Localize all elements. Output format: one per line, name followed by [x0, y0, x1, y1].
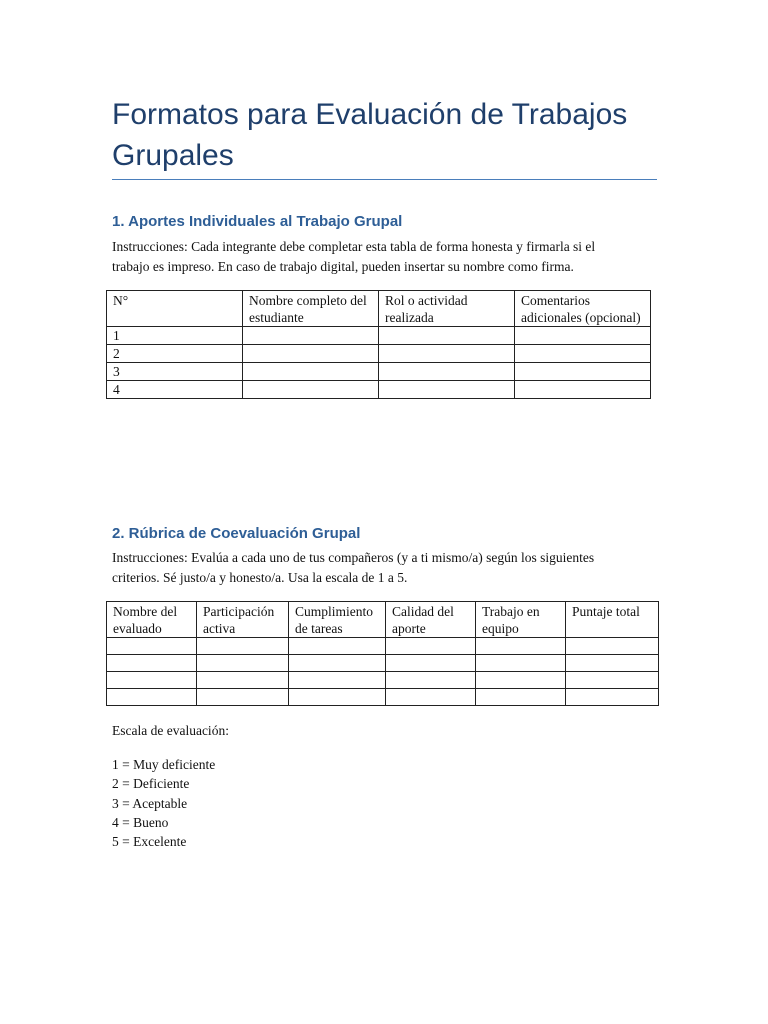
column-header: N° [107, 291, 243, 327]
comments-cell[interactable] [515, 327, 651, 345]
section2-instructions-line1: Instrucciones: Evalúa a cada uno de tus compañeros (y a ti mismo/a) según los siguientes [112, 550, 595, 565]
title-underline [112, 179, 657, 180]
scale-item: 3 = Aceptable [112, 795, 188, 811]
role-cell[interactable] [379, 327, 515, 345]
student-name-cell[interactable] [243, 363, 379, 381]
scale-item: 5 = Excelente [112, 834, 187, 850]
column-header: Comentarios adicionales (opcional) [515, 291, 651, 327]
row-number-cell: 3 [107, 363, 243, 381]
contribution-quality-cell[interactable] [386, 672, 476, 689]
contribution-quality-cell[interactable] [386, 655, 476, 672]
evaluee-name-cell[interactable] [107, 638, 197, 655]
column-header: Calidad del aporte [386, 602, 476, 638]
participation-cell[interactable] [197, 655, 289, 672]
participation-cell[interactable] [197, 672, 289, 689]
student-name-cell[interactable] [243, 345, 379, 363]
section2-instructions [112, 548, 662, 588]
task-completion-cell[interactable] [289, 655, 386, 672]
section2-heading: 2. Rúbrica de Coevaluación Grupal [112, 525, 361, 542]
teamwork-cell[interactable] [476, 638, 566, 655]
contribution-quality-cell[interactable] [386, 638, 476, 655]
section1-heading: 1. Aportes Individuales al Trabajo Grupal [112, 213, 403, 230]
column-header: Cumplimiento de tareas [289, 602, 386, 638]
comments-cell[interactable] [515, 381, 651, 399]
student-name-cell[interactable] [243, 327, 379, 345]
participation-cell[interactable] [197, 689, 289, 706]
row-number-cell: 2 [107, 345, 243, 363]
table-row [107, 672, 659, 689]
table-row [107, 655, 659, 672]
evaluation-scale-list [112, 755, 215, 851]
column-header: Rol o actividad realizada [379, 291, 515, 327]
task-completion-cell[interactable] [289, 689, 386, 706]
contributions-table [106, 290, 651, 399]
section2-instructions-line2: criterios. Sé justo/a y honesto/a. Usa la escala de 1 a 5. [112, 570, 408, 585]
comments-cell[interactable] [515, 345, 651, 363]
role-cell[interactable] [379, 363, 515, 381]
role-cell[interactable] [379, 345, 515, 363]
table-row [107, 381, 651, 399]
evaluee-name-cell[interactable] [107, 689, 197, 706]
column-header: Nombre del evaluado [107, 602, 197, 638]
task-completion-cell[interactable] [289, 672, 386, 689]
table-row [107, 327, 651, 345]
evaluee-name-cell[interactable] [107, 672, 197, 689]
contributions-header-row [107, 291, 651, 327]
column-header: Nombre completo del estudiante [243, 291, 379, 327]
total-score-cell[interactable] [566, 638, 659, 655]
section1-instructions-line1: Instrucciones: Cada integrante debe completar esta tabla de forma honesta y firmarla si el [112, 239, 596, 254]
row-number-cell: 1 [107, 327, 243, 345]
rubric-header-row [107, 602, 659, 638]
coevaluation-rubric-table [106, 601, 659, 706]
total-score-cell[interactable] [566, 672, 659, 689]
scale-intro: Escala de evaluación: [112, 723, 229, 738]
evaluee-name-cell[interactable] [107, 655, 197, 672]
section1-instructions-line2: trabajo es impreso. En caso de trabajo digital, pueden insertar su nombre como firma. [112, 259, 574, 274]
scale-item: 2 = Deficiente [112, 776, 190, 792]
table-row [107, 345, 651, 363]
table-row [107, 363, 651, 381]
row-number-cell: 4 [107, 381, 243, 399]
table-row [107, 638, 659, 655]
contribution-quality-cell[interactable] [386, 689, 476, 706]
table-row [107, 689, 659, 706]
scale-item: 4 = Bueno [112, 814, 169, 830]
role-cell[interactable] [379, 381, 515, 399]
total-score-cell[interactable] [566, 689, 659, 706]
student-name-cell[interactable] [243, 381, 379, 399]
task-completion-cell[interactable] [289, 638, 386, 655]
section1-instructions [112, 237, 662, 277]
teamwork-cell[interactable] [476, 689, 566, 706]
document-title: Formatos para Evaluación de Trabajos Grupales [112, 98, 628, 172]
column-header: Puntaje total [566, 602, 659, 638]
comments-cell[interactable] [515, 363, 651, 381]
column-header: Participación activa [197, 602, 289, 638]
participation-cell[interactable] [197, 638, 289, 655]
teamwork-cell[interactable] [476, 672, 566, 689]
total-score-cell[interactable] [566, 655, 659, 672]
teamwork-cell[interactable] [476, 655, 566, 672]
scale-item: 1 = Muy deficiente [112, 757, 216, 772]
column-header: Trabajo en equipo [476, 602, 566, 638]
